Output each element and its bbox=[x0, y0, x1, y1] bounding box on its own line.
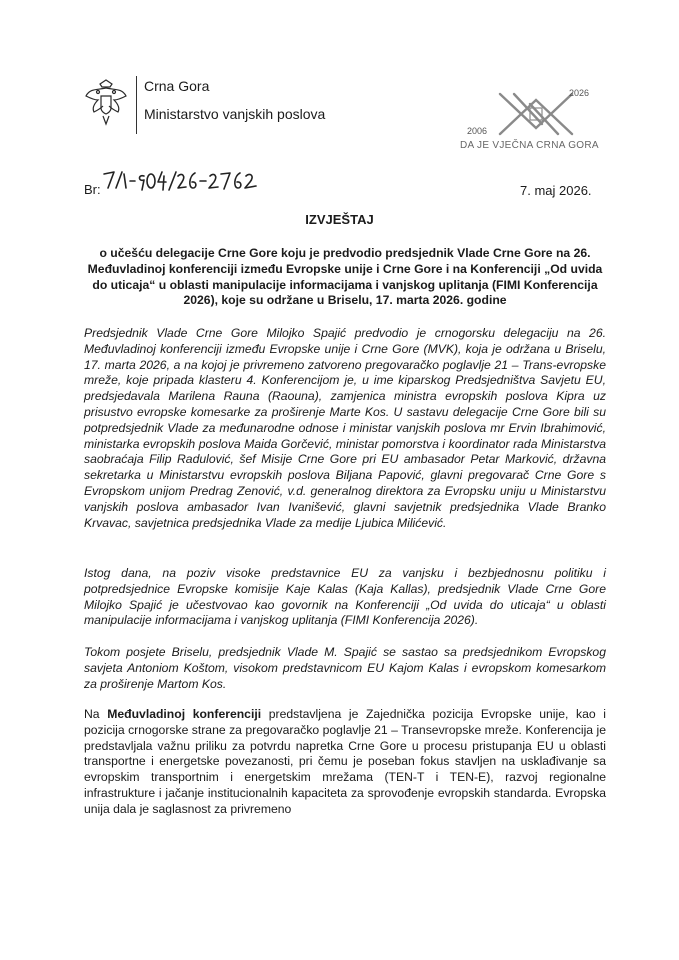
paragraph-delegation: Predsjednik Vlade Crne Gore Milojko Spajić predvodio je crnogorsku delegaciju na 26. Međuvladinoj konferenciji između Evropske unije i Crne Gore (MVK), koja je održana u Briselu, 17. marta 2026, a na kojoj je privremeno zatvoreno pregovaračko poglavlje 21 – Trans-evropske mreže, koje pripada klasteru 4. Konferencijom je, u ime kiparskog Predsjedništva Savjetu EU, predsjedavala Marilena Rauna (Raouna), zamjenica ministra evropskih poslova Kipra uz prisustvo evropske komesarke za proširenje Marte Kos. U sastavu delegacije Crne Gore bili su potpredsjednik Vlade za međunarodne odnose i ministar vanjskih poslova mr Ervin Ibrahimović, ministarka evropskih poslova Maida Gorčević, ministar pomorstva i koordinator rada Ministarstva saobraćaja Filip Radulović, šef Misije Crne Gore pri EU ambasador Petar Marković, državna sekretarka u Ministarstvu evropskih poslova Biljana Papović, glavni pregovarač Crne Gore s Evropskom unijom Predrag Zenović, v.d. generalnog direktora za Evropsku uniju u Ministarstvu vanjskih poslova ambasador Ivan Ivanišević, glavni savjetnik predsjednika Vlade Branko Krvavac, savjetnica predsjednika Vlade za medije Ljubica Milićević. bbox=[84, 326, 606, 530]
jubilee-year-end: 2026 bbox=[569, 88, 590, 98]
paragraph-meetings: Tokom posjete Briselu, predsjednik Vlade M. Spajić se sastao sa predsjednikom Evropskog savjeta Antoniom Koštom, visokom predstavnicom EU Kajom Kalas i evropskom komesarkom za proširenje Martom Kos. bbox=[84, 645, 606, 691]
jubilee-year-start: 2006 bbox=[467, 126, 488, 136]
p4-text: predstavljena je Zajednička pozicija Evropske unije, kao i pozicija crnogorske strane za pregovaračko poglavlje 21 – Transevropske mreže. Konferencija je predstavljala važnu priliku za potvrdu napretka Crne Gore u procesu pristupanja EU u oblasti transportne i energetske povezanosti, pri čemu je poseban fokus stavljen na usklađivanje sa evropskim transportnim i energetskim mrežama (TEN-T i TEN-E), razvoj regionalne infrastrukture i jačanje institucionalnih kapaciteta za sprovođenje evropskih standarda. Evropska unija dala je saglasnost za privremeno bbox=[84, 707, 606, 816]
coat-of-arms-icon bbox=[84, 78, 128, 128]
jubilee-motto: DA JE VJEČNA CRNA GORA bbox=[460, 140, 599, 151]
paragraph-fimi-conference: Istog dana, na poziv visoke predstavnice EU za vanjsku i bezbjednosnu politiku i potpredsjednice Evropske komisije Kaje Kalas (Kaja Kallas), predsjednik Vlade Crne Gore Milojko Spajić je učestvovao kao govornik na Konferenciji „Od uvida do uticaja“ u oblasti manipulacije informacijama i vanjskog uplitanja (FIMI Konferencija 2026). bbox=[84, 566, 606, 628]
handwritten-registration-number bbox=[98, 164, 266, 198]
registration-label: Br: bbox=[84, 182, 101, 197]
p4-bold-term: Međuvladinoj konferenciji bbox=[107, 707, 262, 721]
document-date: 7. maj 2026. bbox=[520, 183, 592, 198]
document-title: IZVJEŠTAJ bbox=[305, 212, 374, 227]
ministry-name: Ministarstvo vanjskih poslova bbox=[144, 106, 326, 122]
document-subtitle: o učešću delegacije Crne Gore koju je predvodio predsjednik Vlade Crne Gore na 26. Međuvladinoj konferenciji između Evropske unije i Crne Gore i na Konferenciji „Od uvida do uticaja“ u oblasti manipulacije informacijama i vanjskog uplitanja (FIMI Konferencija 2026), koje su održane u Briselu, 17. marta 2026. godine bbox=[87, 246, 603, 308]
country-name: Crna Gora bbox=[144, 78, 210, 94]
header-divider bbox=[136, 76, 137, 134]
paragraph-intergovernmental-conference bbox=[84, 707, 606, 818]
p4-prefix: Na bbox=[84, 707, 108, 721]
